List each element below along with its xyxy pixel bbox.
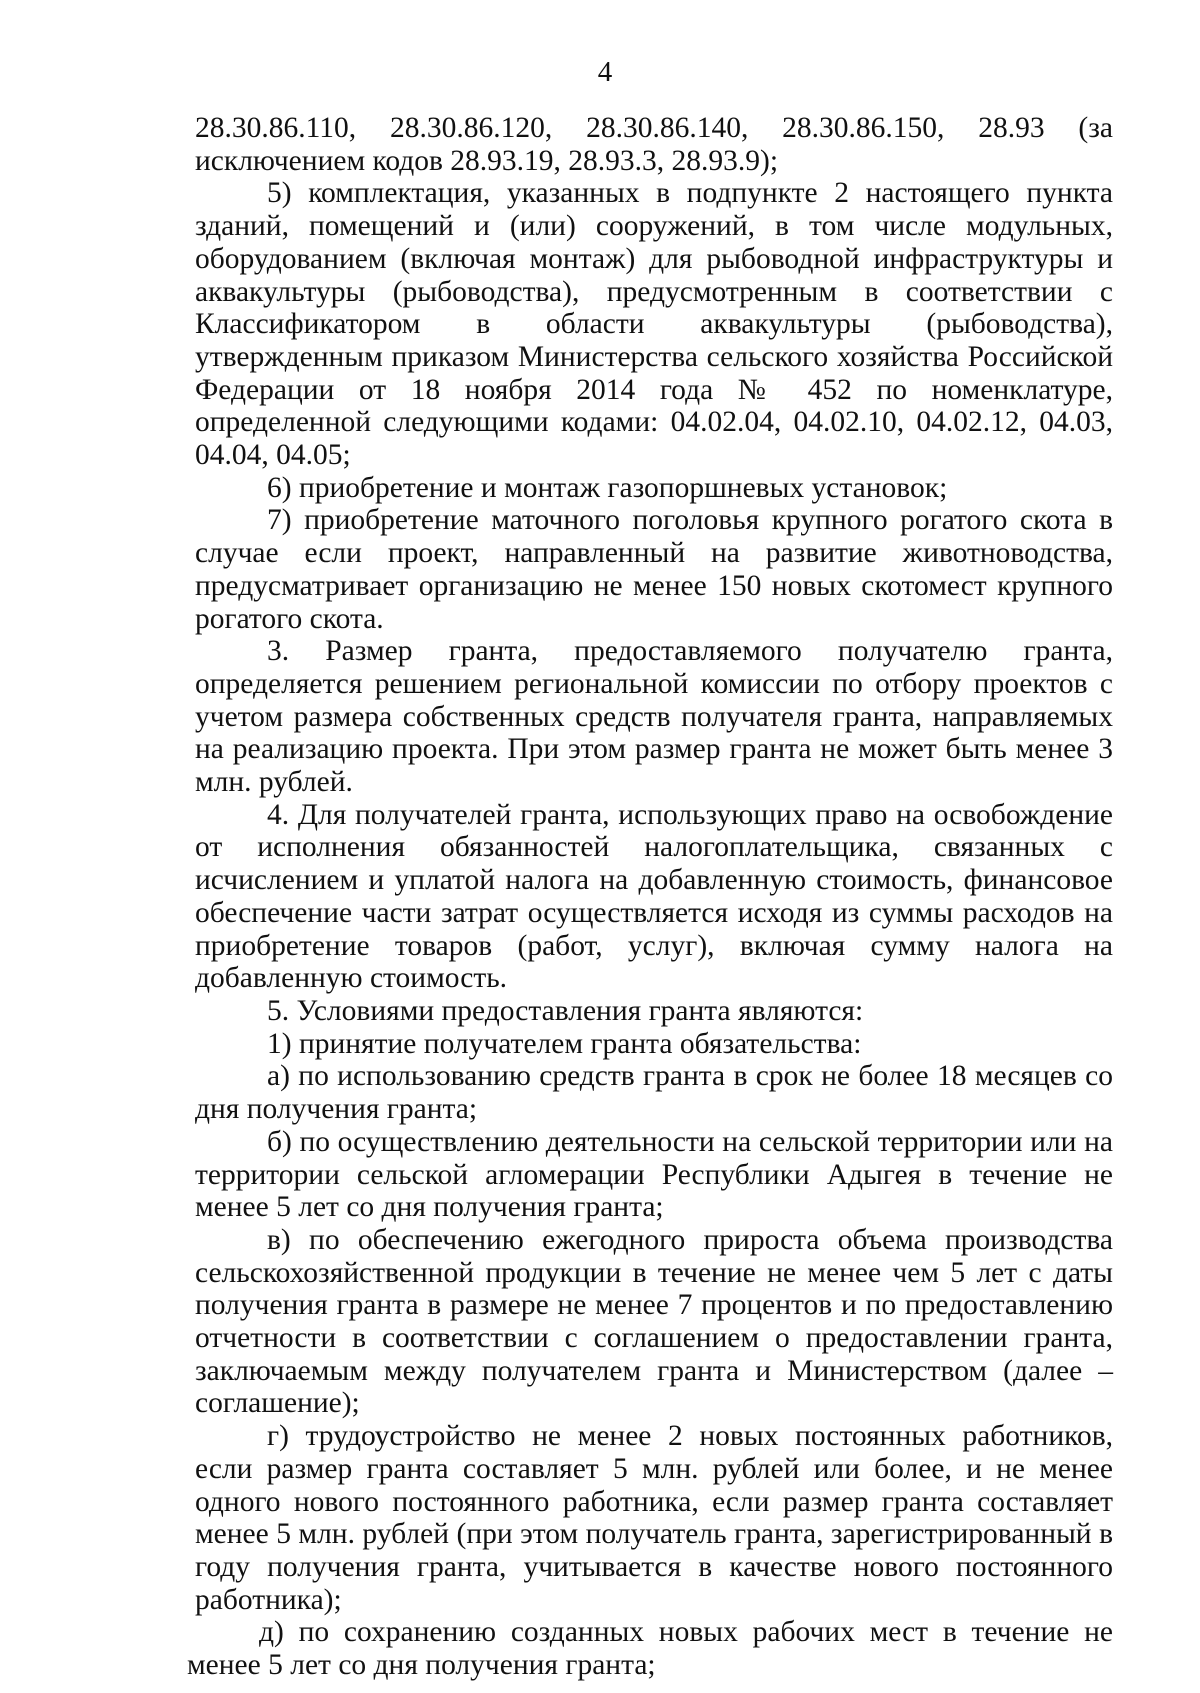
paragraph-item-6-gas-units: 6) приобретение и монтаж газопоршневых установок;	[267, 471, 948, 504]
code-item: 28.93	[978, 112, 1045, 144]
paragraph-section-3-grant-size: 3. Размер гранта, предоставляемого получателю гранта, определяется решением региональной комиссии по отбору проектов с учетом размера собственных средств получателя гранта, направляемых на реализацию проекта. При этом размер гранта не может быть менее 3 млн. рублей.	[195, 635, 1113, 799]
paragraph-section-5-conditions: 5. Условиями предоставления гранта являются:	[267, 994, 864, 1027]
paragraph-condition-a: а) по использованию средств гранта в срок не более 18 месяцев со дня получения гранта;	[195, 1060, 1113, 1126]
code-item: (за	[1078, 112, 1113, 144]
paragraph-condition-1: 1) принятие получателем гранта обязательства:	[267, 1027, 862, 1060]
paragraph-condition-g: г) трудоустройство не менее 2 новых постоянных работников, если размер гранта составляет 5 млн. рублей или более, и не менее одного нового постоянного работника, если размер гранта составляет менее 5 млн. рублей (при этом получатель гранта, зарегистрированный в году получения гранта, учитывается в качестве нового постоянного работника);	[195, 1420, 1113, 1616]
code-item: 28.30.86.150,	[782, 112, 945, 144]
paragraph-item-7-livestock: 7) приобретение маточного поголовья крупного рогатого скота в случае если проект, направленный на развитие животноводства, предусматривает организацию не менее 150 новых скотомест крупного рогатого скота.	[195, 504, 1113, 635]
paragraph-item-5-equipment: 5) комплектация, указанных в подпункте 2 настоящего пункта зданий, помещений и (или) сооружений, в том числе модульных, оборудованием (включая монтаж) для рыбоводной инфраструктуры и аквакультуры (рыбоводства), предусмотренным в соответствии с Классификатором в области аквакультуры (рыбоводства), утвержденным приказом Министерства сельского хозяйства Российской Федерации от 18 ноября 2014 года № 452 по номенклатуре, определенной следующими кодами: 04.02.04, 04.02.10, 04.02.12, 04.03, 04.04, 04.05;	[195, 177, 1113, 472]
document-body	[187, 112, 1113, 1682]
paragraph-section-4-vat: 4. Для получателей гранта, использующих право на освобождение от исполнения обязанностей налогоплательщика, связанных с исчислением и уплатой налога на добавленную стоимость, финансовое обеспечение части затрат осуществляется исходя из суммы расходов на приобретение товаров (работ, услуг), включая сумму налога на добавленную стоимость.	[195, 798, 1113, 995]
code-item: 28.30.86.140,	[586, 112, 749, 144]
code-item: 28.30.86.110,	[195, 112, 357, 144]
paragraph-codes-exclusion: исключением кодов 28.93.19, 28.93.3, 28.93.9);	[195, 144, 779, 177]
paragraph-condition-b: б) по осуществлению деятельности на сельской территории или на территории сельской агломерации Республики Адыгея в течение не менее 5 лет со дня получения гранта;	[195, 1125, 1113, 1224]
paragraph-condition-v: в) по обеспечению ежегодного прироста объема производства сельскохозяйственной продукции в течение не менее чем 5 лет с даты получения гранта в размере не менее 7 процентов и по предоставлению отчетности в соответствии с соглашением о предоставлении гранта, заключаемым между получателем гранта и Министерством (далее – соглашение);	[195, 1223, 1113, 1420]
paragraph-condition-d: д) по сохранению созданных новых рабочих мест в течение не менее 5 лет со дня получения гранта;	[187, 1616, 1113, 1682]
code-item: 28.30.86.120,	[389, 112, 553, 144]
page-number: 4	[597, 56, 613, 88]
okpd-codes-line	[195, 112, 1113, 145]
